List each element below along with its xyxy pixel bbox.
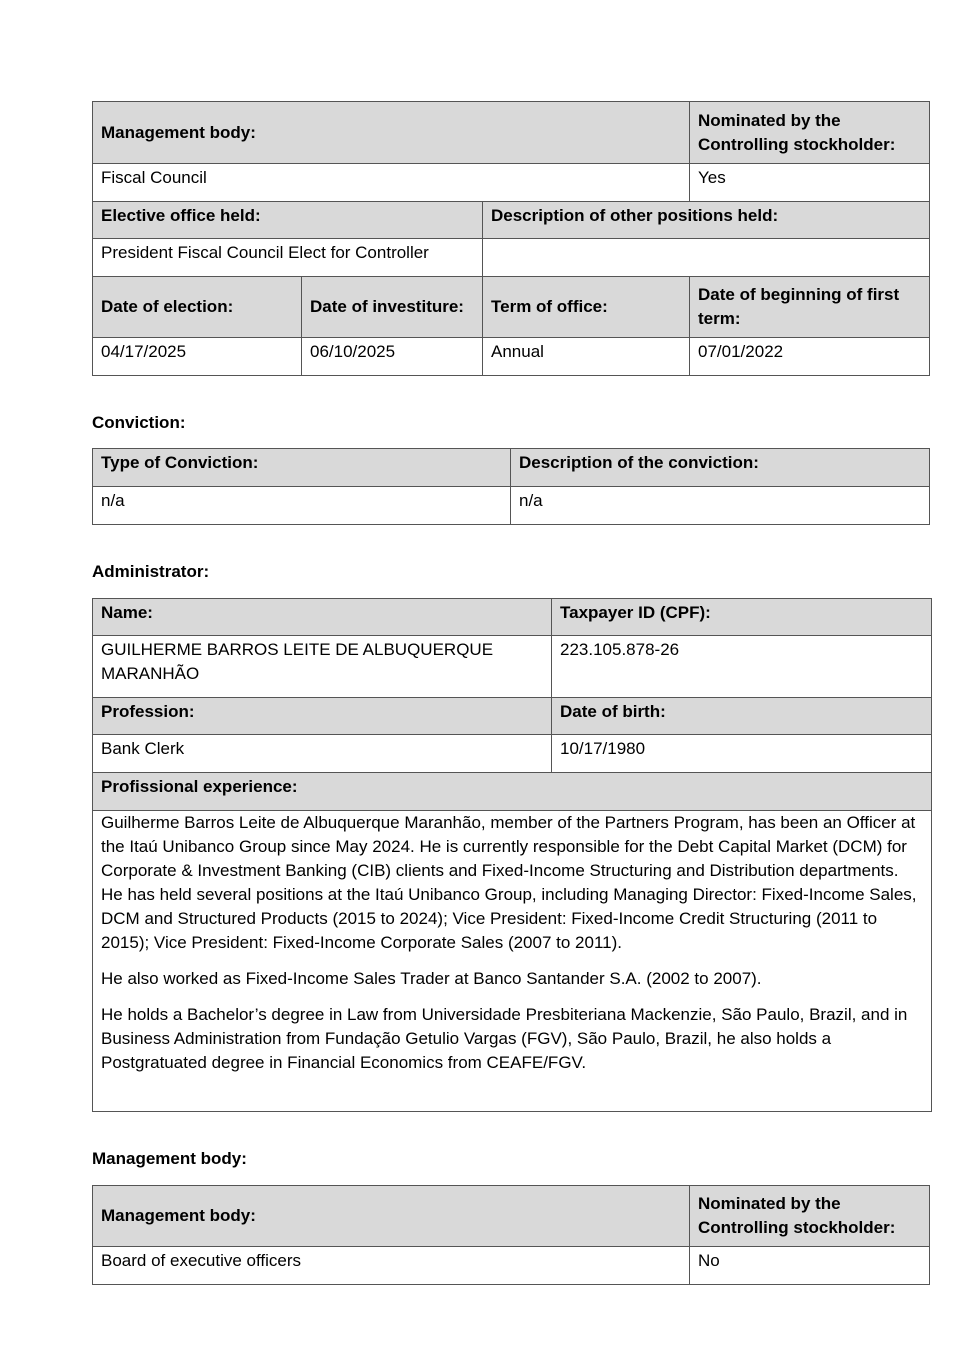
- birth-date-label: Date of birth:: [552, 698, 932, 735]
- other-positions-label: Description of other positions held:: [483, 202, 930, 239]
- nominated-value: Yes: [690, 164, 930, 202]
- conviction-type-label: Type of Conviction:: [93, 449, 511, 487]
- management-body-table: [92, 101, 930, 376]
- first-term-value: 07/01/2022: [690, 338, 930, 376]
- name-label: Name:: [93, 599, 552, 636]
- term-of-office-label: Term of office:: [483, 277, 690, 338]
- management-body-label: Management body:: [93, 102, 690, 164]
- management-body-value: Fiscal Council: [93, 164, 690, 202]
- administrator-table: [92, 598, 932, 1112]
- experience-label: Profissional experience:: [93, 773, 932, 811]
- management-body-label: Management body:: [93, 1186, 690, 1247]
- conviction-type-value: n/a: [93, 487, 511, 525]
- profession-value: Bank Clerk: [93, 735, 552, 773]
- term-of-office-value: Annual: [483, 338, 690, 376]
- experience-paragraph: He also worked as Fixed-Income Sales Trader at Banco Santander S.A. (2002 to 2007).: [101, 969, 762, 988]
- elective-office-value: President Fiscal Council Elect for Controller: [93, 239, 483, 277]
- name-value: GUILHERME BARROS LEITE DE ALBUQUERQUE MARANHÃO: [93, 636, 552, 698]
- management-body-value: Board of executive officers: [93, 1247, 690, 1285]
- birth-date-value: 10/17/1980: [552, 735, 932, 773]
- nominated-label: Nominated by the Controlling stockholder:: [690, 1186, 930, 1247]
- conviction-heading: Conviction:: [92, 413, 186, 432]
- profession-label: Profession:: [93, 698, 552, 735]
- cpf-value: 223.105.878-26: [552, 636, 932, 698]
- nominated-label: Nominated by the Controlling stockholder:: [690, 102, 930, 164]
- date-of-election-value: 04/17/2025: [93, 338, 302, 376]
- other-positions-value: [483, 239, 930, 277]
- date-of-investiture-label: Date of investiture:: [302, 277, 483, 338]
- experience-paragraph: Guilherme Barros Leite de Albuquerque Maranhão, member of the Partners Program, has been an Officer at the Itaú Unibanco Group since May 2024. He is currently responsible for the Debt Capital Market (DCM) for Corporate & Investment Banking (CIB) clients and Fixed-Income Structuring and Distribution departments. He has held several positions at the Itaú Unibanco Group, including Managing Director: Fixed-Income Sales, DCM and Structured Products (2015 to 2024); Vice President: Fixed-Income Credit Structuring (2011 to 2015); Vice President: Fixed-Income Corporate Sales (2007 to 2011).: [101, 813, 917, 952]
- experience-text: [93, 811, 932, 1112]
- management-body-heading: Management body:: [92, 1149, 247, 1168]
- nominated-value: No: [690, 1247, 930, 1285]
- cpf-label: Taxpayer ID (CPF):: [552, 599, 932, 636]
- conviction-description-value: n/a: [511, 487, 930, 525]
- conviction-table: [92, 448, 930, 525]
- date-of-election-label: Date of election:: [93, 277, 302, 338]
- management-body-table-2: [92, 1185, 930, 1285]
- experience-paragraph: He holds a Bachelor’s degree in Law from Universidade Presbiteriana Mackenzie, São Paulo, Brazil, and in Business Administration from Fundação Getulio Vargas (FGV), São Paulo, Brazil, he also holds a Postgratuated degree in Financial Economics from CEAFE/FGV.: [101, 1005, 908, 1072]
- administrator-heading: Administrator:: [92, 562, 210, 581]
- date-of-investiture-value: 06/10/2025: [302, 338, 483, 376]
- first-term-label: Date of beginning of first term:: [690, 277, 930, 338]
- elective-office-label: Elective office held:: [93, 202, 483, 239]
- conviction-description-label: Description of the conviction:: [511, 449, 930, 487]
